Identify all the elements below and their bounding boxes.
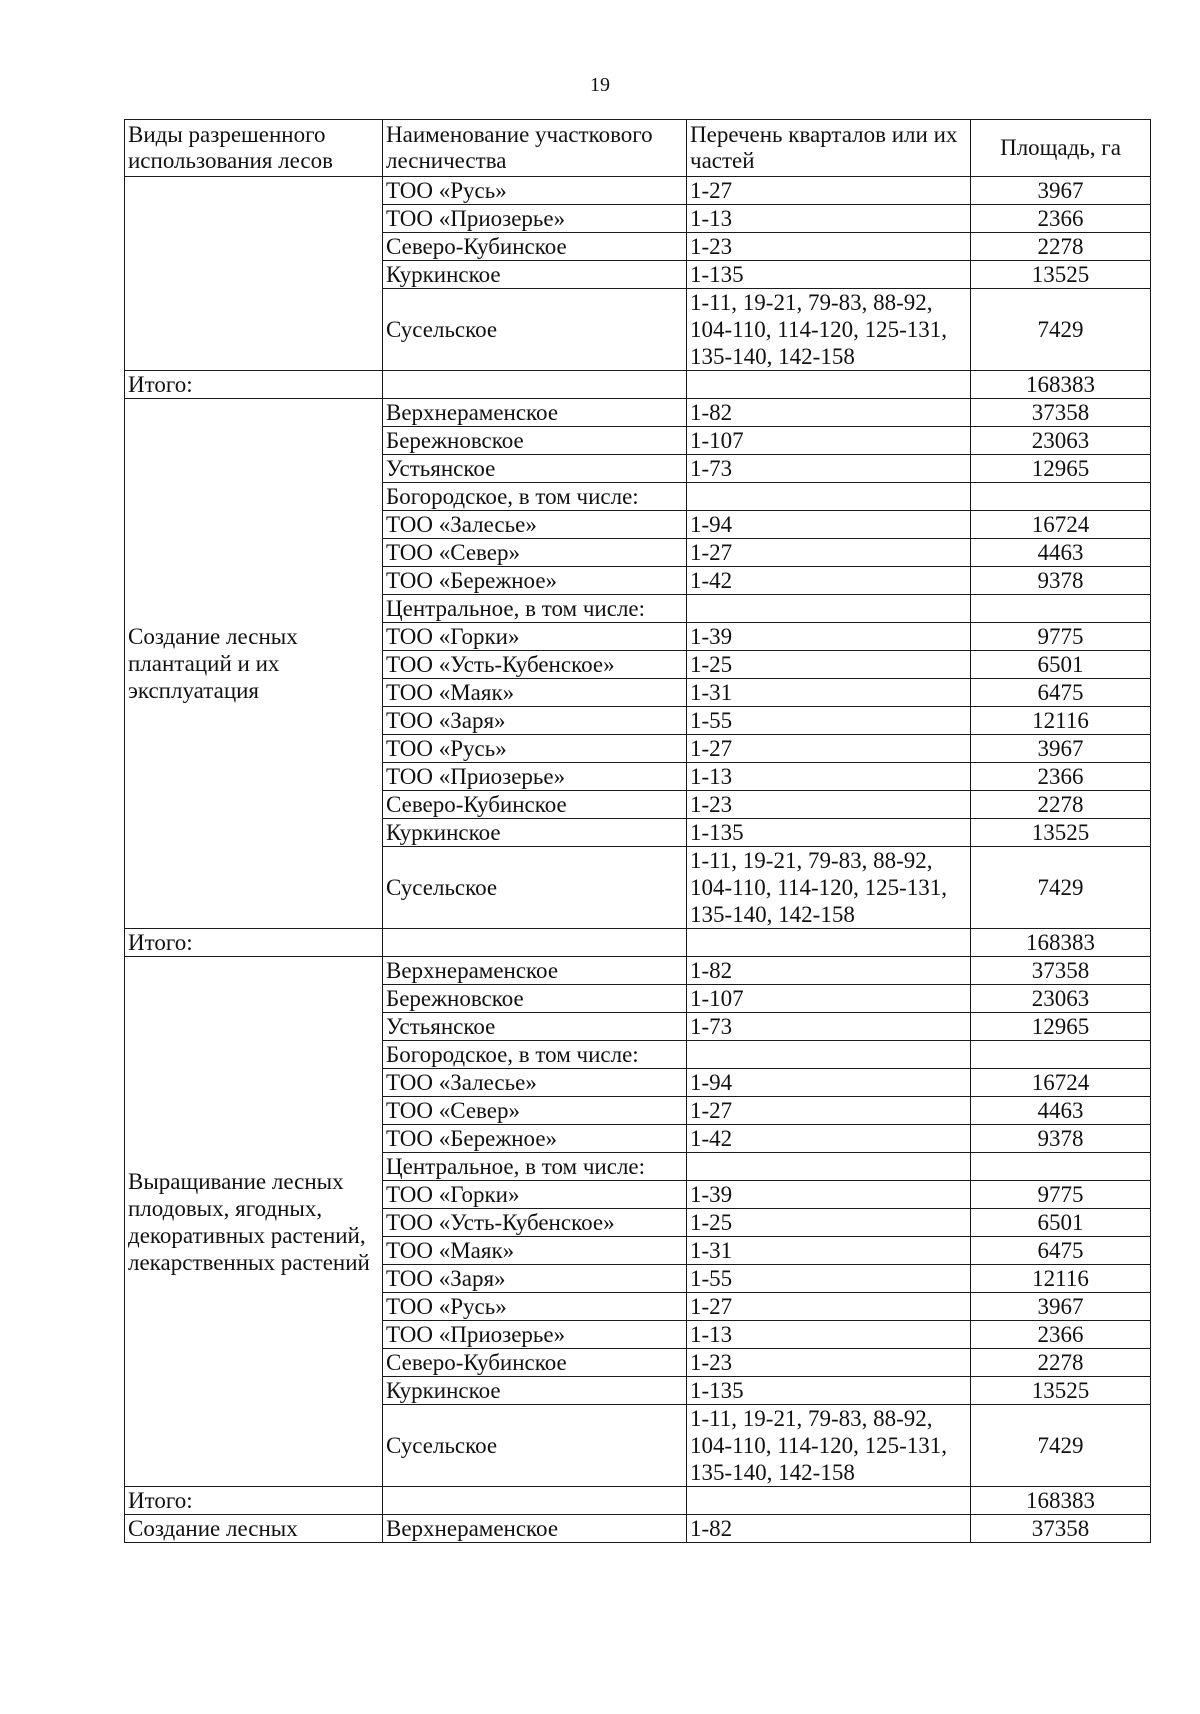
forestry-cell: Северо-Кубинское <box>383 1349 687 1377</box>
total-label: Итого: <box>125 929 383 957</box>
quarters-cell: 1-82 <box>687 957 971 985</box>
area-cell: 3967 <box>971 177 1151 205</box>
area-cell: 7429 <box>971 847 1151 929</box>
area-cell: 4463 <box>971 1097 1151 1125</box>
area-cell: 37358 <box>971 957 1151 985</box>
area-cell: 6501 <box>971 651 1151 679</box>
forestry-cell: ТОО «Маяк» <box>383 1237 687 1265</box>
area-cell: 2366 <box>971 205 1151 233</box>
area-cell: 3967 <box>971 735 1151 763</box>
quarters-cell: 1-27 <box>687 177 971 205</box>
use-cell-continued <box>125 177 383 371</box>
quarters-cell: 1-42 <box>687 567 971 595</box>
quarters-cell: 1-107 <box>687 427 971 455</box>
quarters-cell: 1-73 <box>687 1013 971 1041</box>
total-area: 168383 <box>971 1487 1151 1515</box>
forestry-cell: ТОО «Горки» <box>383 623 687 651</box>
forest-use-table <box>124 119 1151 1543</box>
forestry-cell: ТОО «Усть-Кубенское» <box>383 651 687 679</box>
quarters-cell: 1-13 <box>687 1321 971 1349</box>
forestry-cell: ТОО «Залесье» <box>383 1069 687 1097</box>
forestry-cell: ТОО «Бережное» <box>383 1125 687 1153</box>
forestry-cell: Сусельское <box>383 1405 687 1487</box>
forestry-cell: Северо-Кубинское <box>383 233 687 261</box>
area-cell: 12116 <box>971 707 1151 735</box>
quarters-cell: 1-82 <box>687 1515 971 1543</box>
forestry-cell: Верхнераменское <box>383 957 687 985</box>
quarters-cell: 1-23 <box>687 791 971 819</box>
area-cell <box>971 483 1151 511</box>
quarters-cell: 1-25 <box>687 1209 971 1237</box>
total-row <box>125 1487 1151 1515</box>
area-cell: 16724 <box>971 511 1151 539</box>
forestry-cell: Куркинское <box>383 819 687 847</box>
quarters-cell: 1-135 <box>687 1377 971 1405</box>
area-cell: 2278 <box>971 233 1151 261</box>
use-cell: Выращивание лесных плодовых, ягодных, декоративных растений, лекарственных растений <box>125 957 383 1487</box>
area-cell: 12965 <box>971 455 1151 483</box>
area-cell: 3967 <box>971 1293 1151 1321</box>
quarters-cell: 1-11, 19-21, 79-83, 88-92, 104-110, 114-120, 125-131, 135-140, 142-158 <box>687 1405 971 1487</box>
total-quarters-empty <box>687 371 971 399</box>
area-cell: 9775 <box>971 623 1151 651</box>
forestry-cell: ТОО «Заря» <box>383 1265 687 1293</box>
header-quarters: Перечень кварталов или их частей <box>687 120 971 177</box>
forestry-cell: Устьянское <box>383 455 687 483</box>
total-quarters-empty <box>687 929 971 957</box>
forestry-cell: ТОО «Горки» <box>383 1181 687 1209</box>
quarters-cell <box>687 483 971 511</box>
forestry-cell: ТОО «Север» <box>383 1097 687 1125</box>
area-cell <box>971 595 1151 623</box>
forestry-cell: ТОО «Бережное» <box>383 567 687 595</box>
quarters-cell: 1-27 <box>687 1097 971 1125</box>
quarters-cell: 1-55 <box>687 707 971 735</box>
total-label: Итого: <box>125 1487 383 1515</box>
forestry-cell: Богородское, в том числе: <box>383 483 687 511</box>
forestry-cell: Бережновское <box>383 985 687 1013</box>
forestry-cell: Верхнераменское <box>383 1515 687 1543</box>
forestry-cell: Богородское, в том числе: <box>383 1041 687 1069</box>
area-cell: 6501 <box>971 1209 1151 1237</box>
area-cell: 4463 <box>971 539 1151 567</box>
forestry-cell: ТОО «Усть-Кубенское» <box>383 1209 687 1237</box>
quarters-cell: 1-27 <box>687 1293 971 1321</box>
quarters-cell <box>687 1153 971 1181</box>
quarters-cell: 1-23 <box>687 233 971 261</box>
forestry-cell: ТОО «Север» <box>383 539 687 567</box>
area-cell: 6475 <box>971 1237 1151 1265</box>
quarters-cell: 1-31 <box>687 679 971 707</box>
header-forestry: Наименование участкового лесничества <box>383 120 687 177</box>
forestry-cell: ТОО «Русь» <box>383 177 687 205</box>
area-cell: 7429 <box>971 289 1151 371</box>
table-row <box>125 957 1151 985</box>
header-area: Площадь, га <box>971 120 1151 177</box>
area-cell: 9378 <box>971 567 1151 595</box>
area-cell: 2366 <box>971 1321 1151 1349</box>
forestry-cell: ТОО «Приозерье» <box>383 763 687 791</box>
table-body <box>125 120 1151 1543</box>
forestry-cell: ТОО «Приозерье» <box>383 205 687 233</box>
area-cell: 13525 <box>971 1377 1151 1405</box>
table-header-row <box>125 120 1151 177</box>
quarters-cell: 1-39 <box>687 1181 971 1209</box>
forestry-cell: Верхнераменское <box>383 399 687 427</box>
area-cell <box>971 1153 1151 1181</box>
quarters-cell: 1-107 <box>687 985 971 1013</box>
forestry-cell: Сусельское <box>383 289 687 371</box>
quarters-cell: 1-135 <box>687 261 971 289</box>
quarters-cell: 1-11, 19-21, 79-83, 88-92, 104-110, 114-120, 125-131, 135-140, 142-158 <box>687 847 971 929</box>
area-cell: 23063 <box>971 985 1151 1013</box>
quarters-cell <box>687 595 971 623</box>
area-cell: 23063 <box>971 427 1151 455</box>
table-row <box>125 399 1151 427</box>
total-forestry-empty <box>383 929 687 957</box>
quarters-cell: 1-42 <box>687 1125 971 1153</box>
table-row <box>125 1515 1151 1543</box>
quarters-cell: 1-31 <box>687 1237 971 1265</box>
quarters-cell: 1-11, 19-21, 79-83, 88-92, 104-110, 114-120, 125-131, 135-140, 142-158 <box>687 289 971 371</box>
area-cell: 7429 <box>971 1405 1151 1487</box>
use-cell: Создание лесных плантаций и их эксплуатация <box>125 399 383 929</box>
forestry-cell: Устьянское <box>383 1013 687 1041</box>
quarters-cell: 1-94 <box>687 511 971 539</box>
quarters-cell: 1-13 <box>687 205 971 233</box>
quarters-cell: 1-82 <box>687 399 971 427</box>
area-cell: 2366 <box>971 763 1151 791</box>
area-cell: 16724 <box>971 1069 1151 1097</box>
total-area: 168383 <box>971 371 1151 399</box>
total-forestry-empty <box>383 371 687 399</box>
forestry-cell: ТОО «Маяк» <box>383 679 687 707</box>
forestry-cell: Северо-Кубинское <box>383 791 687 819</box>
forestry-cell: Куркинское <box>383 1377 687 1405</box>
forestry-cell: Центральное, в том числе: <box>383 1153 687 1181</box>
quarters-cell: 1-27 <box>687 735 971 763</box>
area-cell: 37358 <box>971 399 1151 427</box>
quarters-cell: 1-94 <box>687 1069 971 1097</box>
quarters-cell <box>687 1041 971 1069</box>
total-area: 168383 <box>971 929 1151 957</box>
total-label: Итого: <box>125 371 383 399</box>
forestry-cell: ТОО «Русь» <box>383 735 687 763</box>
total-row <box>125 929 1151 957</box>
total-forestry-empty <box>383 1487 687 1515</box>
quarters-cell: 1-55 <box>687 1265 971 1293</box>
total-quarters-empty <box>687 1487 971 1515</box>
area-cell: 13525 <box>971 261 1151 289</box>
total-row <box>125 371 1151 399</box>
forestry-cell: Бережновское <box>383 427 687 455</box>
quarters-cell: 1-39 <box>687 623 971 651</box>
quarters-cell: 1-27 <box>687 539 971 567</box>
header-use: Виды разрешенного использования лесов <box>125 120 383 177</box>
area-cell: 13525 <box>971 819 1151 847</box>
forestry-cell: ТОО «Заря» <box>383 707 687 735</box>
area-cell: 9378 <box>971 1125 1151 1153</box>
area-cell <box>971 1041 1151 1069</box>
area-cell: 6475 <box>971 679 1151 707</box>
forestry-cell: Сусельское <box>383 847 687 929</box>
table-row <box>125 177 1151 205</box>
forestry-cell: ТОО «Приозерье» <box>383 1321 687 1349</box>
area-cell: 2278 <box>971 1349 1151 1377</box>
quarters-cell: 1-25 <box>687 651 971 679</box>
area-cell: 2278 <box>971 791 1151 819</box>
page-number: 19 <box>590 74 610 96</box>
quarters-cell: 1-23 <box>687 1349 971 1377</box>
area-cell: 12116 <box>971 1265 1151 1293</box>
quarters-cell: 1-73 <box>687 455 971 483</box>
forestry-cell: Центральное, в том числе: <box>383 595 687 623</box>
quarters-cell: 1-13 <box>687 763 971 791</box>
forestry-cell: ТОО «Залесье» <box>383 511 687 539</box>
area-cell: 12965 <box>971 1013 1151 1041</box>
area-cell: 9775 <box>971 1181 1151 1209</box>
use-cell: Создание лесных <box>125 1515 383 1543</box>
forestry-cell: Куркинское <box>383 261 687 289</box>
area-cell: 37358 <box>971 1515 1151 1543</box>
forestry-cell: ТОО «Русь» <box>383 1293 687 1321</box>
quarters-cell: 1-135 <box>687 819 971 847</box>
